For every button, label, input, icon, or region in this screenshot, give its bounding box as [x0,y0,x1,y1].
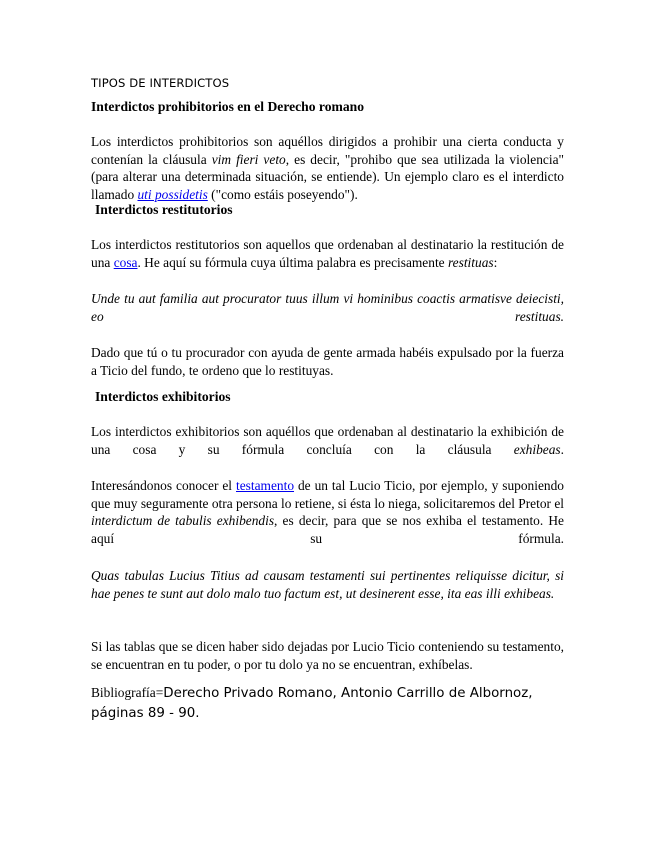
bibliography-label: Bibliografía= [91,685,164,700]
heading-prohibitorios: Interdictos prohibitorios en el Derecho romano [91,99,364,114]
heading-exhibitorios: Interdictos exhibitorios [95,389,231,404]
text-run: ("como estáis poseyendo"). [207,186,358,202]
paragraph-restitutorios-translation: Dado que tú o tu procurador con ayuda de gente armada habéis expulsado por la fuerza a Ticio del fundo, te ordeno que lo restituyas. [91,345,564,378]
text-run: de un tal Lucio Ticio, por ejemplo, y suponiendo que muy seguramente otra persona lo retiene, si ésta lo niega, solicitaremos del Pretor el [91,478,564,511]
text-run: Los interdictos restitutorios son aquellos que ordenaban al destinatario la restitución de una [91,237,564,270]
latin-term: exhibeas [513,441,561,457]
paragraph-restitutorios [91,236,564,271]
text-run: , es decir, para que se nos exhiba el testamento. He aquí su fórmula. [91,513,564,546]
latin-term: interdictum de tabulis exhibendis [91,513,275,529]
link-uti-possidetis[interactable]: uti possidetis [137,186,208,202]
text-run: Interesándonos conocer el [91,478,236,493]
paragraph-exhibitorios [91,423,564,458]
link-cosa[interactable]: cosa [113,254,138,270]
bibliography [91,683,564,724]
text-run: Los interdictos prohibitorios son aquéllos dirigidos a prohibir una cierta conducta y contenían la cláusula [91,134,564,167]
paragraph-exhibitorios-translation: Si las tablas que se dicen haber sido dejadas por Lucio Ticio conteniendo su testamento, se encuentran en tu poder, o por tu dolo ya no se encuentran, exhíbelas. [91,639,564,672]
latin-formula-exhibitorios: Quas tabulas Lucius Titius ad causam testamenti sui pertinentes reliquisse dicitur, si hae penes te sunt aut dolo malo tuo factum est, ut desinerent esse, ita eas illi exhibeas. [91,568,564,601]
text-run: . [560,441,564,457]
document-title: TIPOS DE INTERDICTOS [91,76,230,90]
text-run: : [493,254,498,270]
bibliography-text: Derecho Privado Romano, Antonio Carrillo de Albornoz, páginas 89 - 90. [91,686,533,721]
latin-formula-restitutorios: Unde tu aut familia aut procurator tuus illum vi hominibus coactis armatisve deiecisti, eo restituas. [91,291,564,324]
link-testamento[interactable]: testamento [236,478,295,493]
text-run: . He aquí su fórmula cuya última palabra es precisamente [137,254,448,270]
paragraph-prohibitorios [91,133,564,203]
text-run: , es decir, "prohibo que sea utilizada la violencia" (para alterar una determinada situación, se entiende). Un ejemplo claro es el interdicto llamado [91,151,564,202]
latin-term: restituas [447,254,494,270]
text-run: Los interdictos exhibitorios son aquéllos que ordenaban al destinatario la exhibición de una cosa y su fórmula concluía con la cláusula [91,424,564,457]
latin-term: vim fieri veto [211,151,286,167]
paragraph-testamento [91,477,564,547]
heading-restitutorios: Interdictos restitutorios [95,202,233,217]
